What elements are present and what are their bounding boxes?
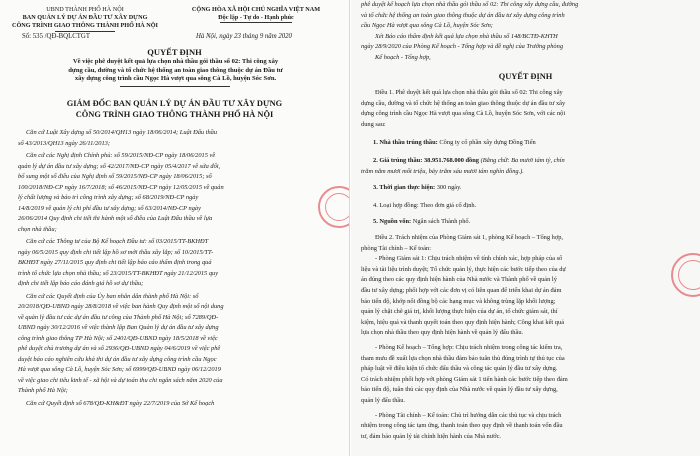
item4-label: 4. Loại hợp đồng: <box>373 202 419 209</box>
decision-heading: QUYẾT ĐỊNH <box>498 72 553 81</box>
article2-line: - Phòng Giám sát 1: Chịu trách nhiệm về tính chính xác, hợp pháp của số <box>375 255 563 263</box>
legal-basis-text <box>18 128 335 409</box>
article2-line: Điều 2. Trách nhiệm của Phòng Giám sát 1, phòng Kế hoạch – Tổng hợp, <box>375 234 564 241</box>
award-item-4 <box>373 201 684 212</box>
motto-underline <box>220 22 292 23</box>
item5-value: Ngân sách Thành phố. <box>412 218 471 225</box>
basis-line: bổ sung một số điều của Nghị định số 59/2015/NĐ-CP ngày 18/06/2015; số <box>18 173 212 180</box>
subject-underline <box>120 86 230 87</box>
basis-line: phê duyệt chủ trương dự án và số 2936/QĐ-UBND ngày 04/6/2019 về việc phê <box>18 345 221 352</box>
award-item-3 <box>373 183 684 194</box>
item2-words-1: (Bằng chữ: Ba mươi tám tỷ, chín <box>480 157 565 164</box>
basis-line: 26/06/2014 Quy định chi tiết thi hành một số điều của Luật Đấu thầu về lựa <box>18 215 213 222</box>
basis-line: trình tổ chức lựa chọn nhà thầu; số 23/2015/TT-BKHĐT ngày 21/12/2015 quy <box>18 269 219 277</box>
basis-line: Căn cứ các Thông tư của Bộ Kế hoạch Đầu tư: số 03/2015/TT-BKHĐT <box>26 238 209 245</box>
document-subject <box>12 58 339 84</box>
national-motto <box>168 6 344 23</box>
article2-line: liệu và tài liệu trình duyệt; Tổ chức quản lý, thực hiện các bước tiếp theo của dự <box>361 265 566 273</box>
document-page-right <box>351 0 700 456</box>
article2-line: - Phòng Kế hoạch – Tổng hợp: Chịu trách nhiệm trong công tác kiểm tra, <box>375 343 563 351</box>
top-line: ngày 28/9/2020 của Phòng Kế hoạch - Tổng hợp và đề nghị của Trưởng phòng <box>361 43 564 51</box>
top-line: Xét Báo cáo thẩm định kết quả lựa chọn nhà thầu số 148/BCTĐ-KHTH <box>375 32 558 40</box>
nation-line-2: Độc lập - Tự do - Hạnh phúc <box>218 14 294 21</box>
article2-line: án đúng theo các quy định hiện hành của Nhà nước và Thành phố về quản lý <box>361 276 557 284</box>
org-underline <box>55 31 115 32</box>
basis-line: Thành phố Hà Nội; <box>18 387 68 394</box>
basis-line: công trình giao thông TP Hà Nội; số 2401/QĐ-UBND ngày 18/5/2018 về việc <box>18 334 218 342</box>
item2-words-2: trăm năm mươi mốt triệu, bảy trăm sáu mươi tám nghìn đồng.). <box>361 167 524 175</box>
basis-line: Căn cứ các Quyết định của Ủy ban nhân dân thành phố Hà Nội: số <box>26 292 199 300</box>
article2-line: phòng Tài chính – Kế toán: <box>361 244 431 252</box>
basis-line: quản lý dự án đầu tư xây dựng; số 42/2017/NĐ-CP ngày 05/4/2017 về sửa đổi, <box>18 162 221 170</box>
basis-line: UBND ngày 30/12/2016 về việc thành lập Ban Quản lý dự án đầu tư xây dựng <box>18 324 219 331</box>
top-line: Kế hoạch - Tổng hợp, <box>375 53 431 61</box>
subject-line-3: xây dựng công trình cầu Ngọc Hà vượt qua sông Cà Lồ, huyện Sóc Sơn. <box>74 75 277 83</box>
director-line-1: GIÁM ĐỐC BAN QUẢN LÝ DỰ ÁN ĐẦU TƯ XÂY DỰNG <box>66 99 283 108</box>
basis-line: Căn cứ Luật Xây dựng số 50/2014/QH13 ngày 18/06/2014; Luật Đấu thầu <box>26 129 218 136</box>
org-line-1: UBND THÀNH PHỐ HÀ NỘI <box>46 6 124 13</box>
article2-line: - Phòng Tài chính – Kế toán: Chủ trì hướng dẫn các thủ tục và chịu trách <box>375 411 562 419</box>
article2-line: bảo tiến độ, tuân thủ các quy định của Nhà nước về quản lý đầu tư xây dựng, <box>361 386 558 394</box>
article1-line: Điều 1. Phê duyệt kết quả lựa chọn nhà thầu gói thầu số 02: Thi công xây <box>375 89 563 96</box>
article2-line: tham mưu đề xuất lựa chọn nhà thầu đảm bảo tuân thủ đúng trình tự thủ tục của <box>361 354 565 362</box>
nation-line-1: CỘNG HÒA XÃ HỘI CHỦ NGHĨA VIỆT NAM <box>191 6 321 13</box>
basis-line: về việc giao chi tiêu kinh tế - xã hội và dự toán thu chi ngân sách năm 2020 của <box>18 376 223 384</box>
article2-line: quản lý đấu thầu. <box>361 396 406 404</box>
basis-line: Căn cứ Quyết định số 678/QĐ-KH&ĐT ngày 22/7/2019 của Sở Kế hoạch <box>26 399 215 407</box>
item2-label: 2. Giá trúng thầu: <box>373 157 423 164</box>
article2-line: pháp luật về điều kiện tổ chức đấu thầu và công tác quản lý đầu tư xây dựng. <box>361 365 558 373</box>
basis-line: về quản lý đầu tư các dự án đầu tư công của Thành phố Hà Nội; số 7289/QĐ- <box>18 313 219 321</box>
basis-line: số 43/2013/QH13 ngày 26/11/2013; <box>18 139 111 147</box>
basis-line: BKHĐT ngày 27/11/2015 quy định chi tiết lập báo cáo thẩm định trong quá <box>18 259 212 266</box>
top-line: cầu Ngọc Hà vượt qua sông Cà Lồ, huyện Sóc Sơn; <box>361 22 493 30</box>
basis-line: Hà vượt qua sông Cà Lồ, huyện Sóc Sơn; số 6999/QĐ-UBND ngày 06/12/2019 <box>18 366 221 373</box>
basis-line: Căn cứ các Nghị định Chính phủ: số 59/2015/NĐ-CP ngày 18/06/2015 về <box>26 152 216 159</box>
basis-line: 14/8/2019 về quản lý chi phí đầu tư xây dựng; số 63/2014/NĐ-CP ngày <box>18 204 201 212</box>
item1-value: Công ty cổ phần xây dựng Đồng Tiến <box>439 139 536 146</box>
basis-line: lý chất lượng và bảo trì công trình xây dựng; số 68/2019/NĐ-CP ngày <box>18 194 199 201</box>
director-heading <box>0 98 349 120</box>
article2-line: lựa chọn nhà thầu theo quy định hiện hành về quản lý đấu thầu. <box>361 329 524 337</box>
issuing-organization <box>10 6 160 32</box>
award-item-5 <box>373 217 684 228</box>
item3-value: 300 ngày. <box>436 184 462 191</box>
top-paragraph <box>361 0 684 64</box>
document-title: QUYẾT ĐỊNH <box>147 47 202 57</box>
item3-label: 3. Thời gian thực hiện: <box>373 184 436 191</box>
document-number: Số: 535 /QĐ-BQLCTGT <box>22 33 90 40</box>
award-item-2 <box>373 156 684 167</box>
item2-value: 38.951.768.000 đồng <box>423 157 480 164</box>
article1-line: dung sau: <box>361 120 386 128</box>
top-line: phê duyệt kế hoạch lựa chọn nhà thầu gói thầu số 02: Thi công xây dựng cầu, đường <box>361 1 579 8</box>
award-item-1 <box>373 138 684 149</box>
director-line-2: CÔNG TRÌNH GIAO THÔNG THÀNH PHỐ HÀ NỘI <box>75 110 274 119</box>
org-line-2: BAN QUẢN LÝ DỰ ÁN ĐẦU TƯ XÂY DỰNG <box>22 14 148 21</box>
article2-line: tư, đảm bảo quản lý tài chính hiện hành của Nhà nước. <box>361 432 502 440</box>
article2-line: nhiệm trong công tác tạm ứng, thanh toán theo quy định về thanh toán vốn đầu <box>361 422 563 430</box>
item4-value: Theo đơn giá cố định. <box>420 202 477 209</box>
article-1 <box>361 88 684 130</box>
article1-line: dựng cầu, đường và tổ chức hệ thống an toàn giao thông thuộc dự án đầu tư xây <box>361 99 566 107</box>
item5-label: 5. Nguồn vốn: <box>373 218 412 225</box>
article2-line: đầu tư xây dựng; phối hợp với các đơn vị có liên quan để triển khai dự án đảm <box>361 286 562 294</box>
basis-line: ngày 06/5/2015 quy định chi tiết lập hồ sơ mời thầu xây lắp; số 10/2015/TT- <box>18 248 214 256</box>
article-2 <box>361 233 684 442</box>
article2-line: kiệm, hiệu quả và thanh quyết toán theo quy định hiện hành; Công khai kết quả <box>361 318 565 326</box>
basis-line: 20/2018/QĐ-UBND ngày 28/8/2018 về việc ban hành Quy định một số nội dung <box>18 303 224 310</box>
place-date: Hà Nội, ngày 23 tháng 9 năm 2020 <box>196 33 292 40</box>
basis-line: duyệt báo cáo nghiên cứu khả thi dự án đầu tư xây dựng công trình cầu Ngọc <box>18 355 217 363</box>
org-line-3: CÔNG TRÌNH GIAO THÔNG THÀNH PHỐ HÀ NỘI <box>12 22 158 29</box>
article1-line: dựng công trình cầu Ngọc Hà vượt qua sông Cà Lồ, huyện Sóc Sơn, với các nội <box>361 110 566 118</box>
top-line: và tổ chức hệ thống an toàn giao thông thuộc dự án đầu tư xây dựng công trình <box>361 11 565 19</box>
subject-line-2: dựng cầu, đường và tổ chức hệ thống an toàn giao thông thuộc dự án Đầu tư <box>68 66 283 74</box>
subject-line-1: Về việc phê duyệt kết quả lựa chọn nhà thầu gói thầu số 02: Thi công xây <box>72 58 279 65</box>
basis-line: chọn nhà thầu; <box>18 225 57 233</box>
article2-line: bảo tiến độ, khớp nối đồng bộ các hạng mục và không trùng lặp khối lượng; <box>361 297 556 305</box>
basis-line: định chi tiết lập báo cáo đánh giá hồ sơ dự thầu; <box>18 280 144 287</box>
article2-line: quản lý chặt chẽ giá trị, khối lượng thực hiện của dự án, tổ chức giám sát, thí <box>361 308 558 316</box>
article2-line: Có trách nhiệm phối hợp với phòng Giám sát 1 tiến hành các bước tiếp theo đảm <box>361 375 568 383</box>
basis-line: 100/2018/NĐ-CP ngày 16/7/2018; số 46/2015/NĐ-CP ngày 12/05/2015 về quản <box>18 183 224 191</box>
item1-label: 1. Nhà thầu trúng thầu: <box>373 139 438 146</box>
